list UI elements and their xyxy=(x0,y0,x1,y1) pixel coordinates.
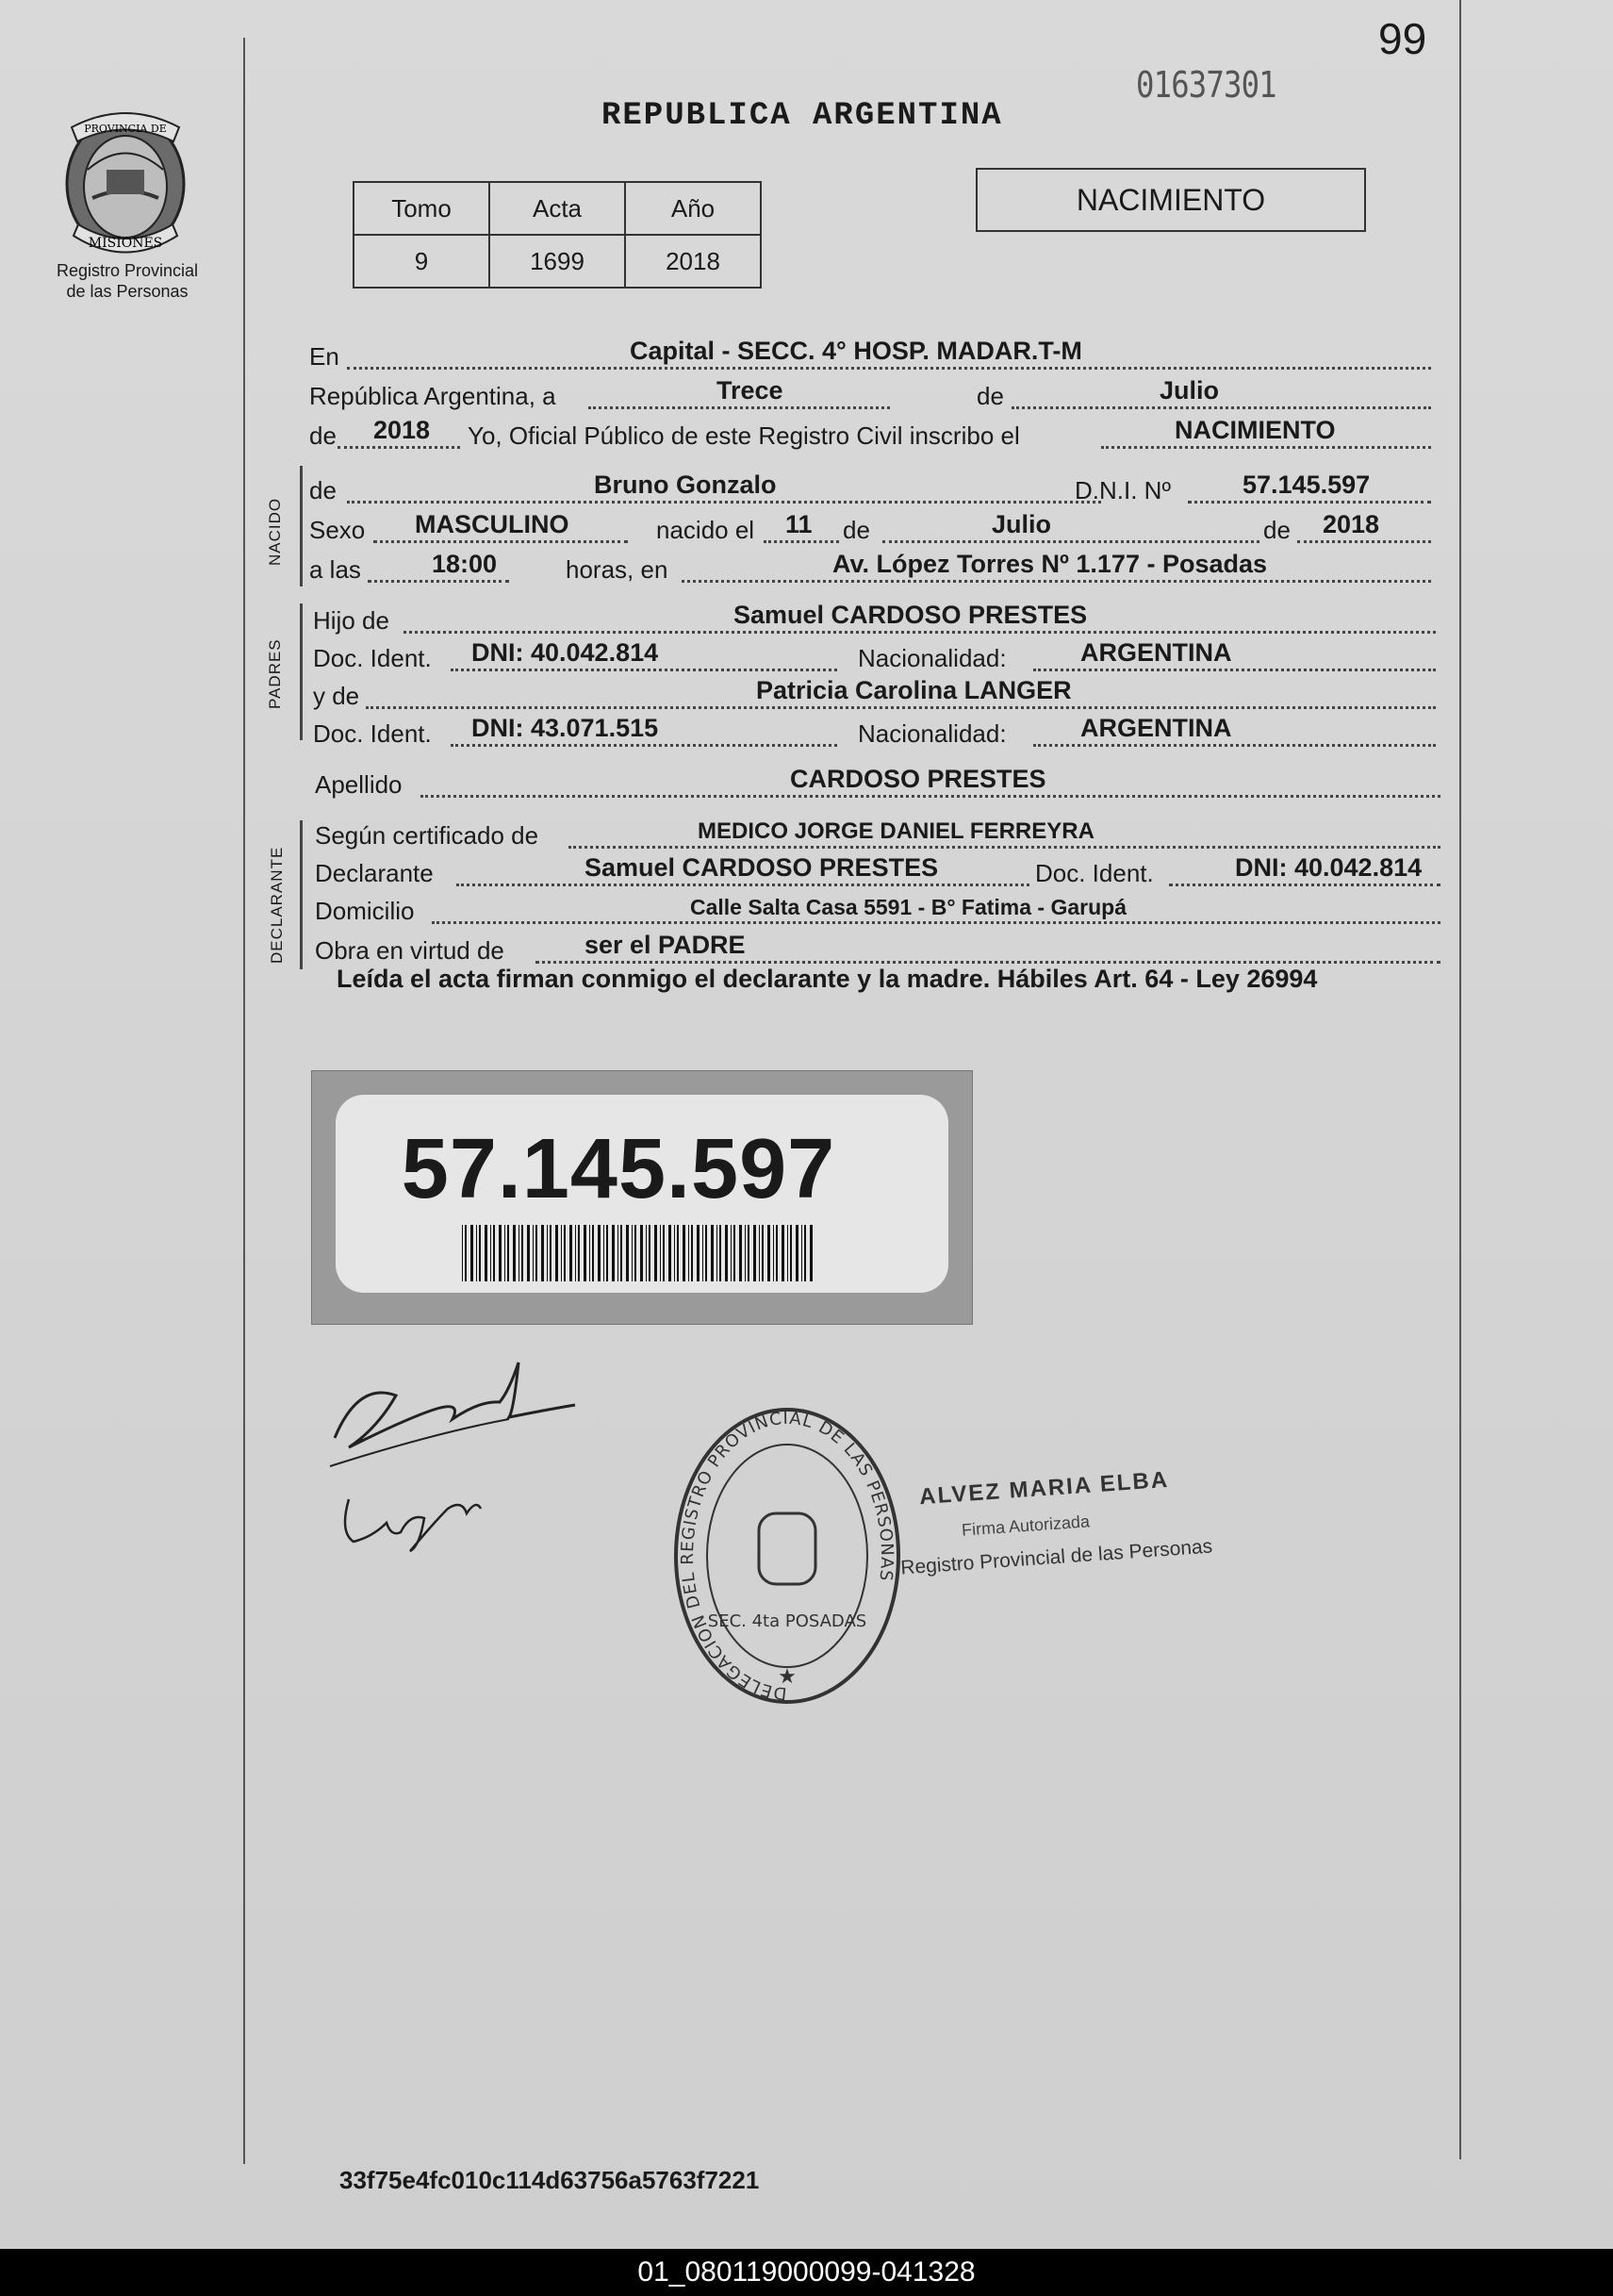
barcode-bar xyxy=(804,1225,806,1281)
nacionalidad-label: Nacionalidad: xyxy=(858,719,1007,748)
barcode-icon xyxy=(458,1225,816,1281)
barcode-bar xyxy=(575,1225,576,1281)
yo-text: Yo, Oficial Público de este Registro Civil inscribo el xyxy=(468,421,1020,450)
barcode-bar xyxy=(663,1225,665,1281)
birth-place-value: Av. López Torres Nº 1.177 - Posadas xyxy=(832,550,1268,578)
barcode-bar xyxy=(716,1225,717,1281)
barcode-bar xyxy=(733,1225,735,1281)
act-value: NACIMIENTO xyxy=(1175,416,1336,444)
barcode-bar xyxy=(490,1225,491,1281)
barcode-bar xyxy=(782,1225,784,1281)
nacido-bracket xyxy=(300,466,303,586)
serial-number: 01637301 xyxy=(1136,64,1276,106)
birth-year-value: 2018 xyxy=(1323,510,1380,538)
sexo-label: Sexo xyxy=(309,516,366,544)
star-icon: ★ xyxy=(778,1664,797,1688)
barcode-bar xyxy=(702,1225,703,1281)
padres-section-label: PADRES xyxy=(266,638,284,709)
dots xyxy=(1188,501,1431,504)
barcode-bar xyxy=(759,1225,760,1281)
barcode-bar xyxy=(683,1225,685,1281)
barcode-bar xyxy=(767,1225,770,1281)
barcode-bar xyxy=(569,1225,572,1281)
seal-inner-text: SEC. 4ta POSADAS xyxy=(707,1611,867,1631)
table-value-tomo: 9 xyxy=(354,235,489,288)
dni-sticker xyxy=(311,1070,973,1325)
document-hash: 33f75e4fc010c114d63756a5763f7221 xyxy=(339,2166,760,2194)
obra-label: Obra en virtud de xyxy=(315,936,504,965)
certificado-label: Según certificado de xyxy=(315,821,539,850)
officer-name: ALVEZ MARIA ELBA xyxy=(918,1466,1170,1511)
dots xyxy=(403,631,1436,634)
barcode-bar xyxy=(646,1225,647,1281)
page-number: 99 xyxy=(1378,14,1427,63)
dots xyxy=(1033,744,1436,747)
right-margin-line xyxy=(1459,0,1461,2159)
padres-bracket xyxy=(300,603,303,740)
barcode-bar xyxy=(705,1225,707,1281)
table-header-ano: Año xyxy=(625,182,761,235)
barcode-bar xyxy=(592,1225,594,1281)
dots xyxy=(451,744,837,747)
nacionalidad-label: Nacionalidad: xyxy=(858,644,1007,672)
father-nationality-value: ARGENTINA xyxy=(1080,638,1232,667)
dots xyxy=(347,501,1101,504)
barcode-bar xyxy=(513,1225,516,1281)
de-label: de xyxy=(977,382,1004,410)
doc-ident-label: Doc. Ident. xyxy=(313,644,432,672)
row-domicilio xyxy=(309,892,1440,930)
barcode-bar xyxy=(533,1225,534,1281)
dots xyxy=(368,580,509,583)
dni-sticker-label xyxy=(336,1095,948,1293)
barcode-bar xyxy=(521,1225,523,1281)
certificado-value: MEDICO JORGE DANIEL FERREYRA xyxy=(698,818,1095,844)
dots xyxy=(1169,884,1440,886)
barcode-bar xyxy=(485,1225,487,1281)
row-hijo-de xyxy=(309,602,1436,639)
dots xyxy=(347,367,1431,370)
row-nacido-name xyxy=(309,471,1431,509)
dots xyxy=(420,795,1440,798)
barcode-bar xyxy=(640,1225,643,1281)
de-label: de xyxy=(309,476,337,504)
declarante-doc-value: DNI: 40.042.814 xyxy=(1235,853,1423,882)
dots xyxy=(456,884,1029,886)
year-value: 2018 xyxy=(373,416,431,444)
tomo-acta-ano-table xyxy=(353,181,762,289)
barcode-bar xyxy=(504,1225,505,1281)
nacido-section-label: NACIDO xyxy=(266,497,284,566)
barcode-bar xyxy=(677,1225,679,1281)
row-year xyxy=(309,417,1431,454)
place-value: Capital - SECC. 4° HOSP. MADAR.T-M xyxy=(630,337,1082,365)
barcode-bar xyxy=(462,1225,463,1281)
officer-organization: Registro Provincial de las Personas xyxy=(899,1535,1213,1579)
barcode-bar xyxy=(634,1225,636,1281)
registry-label xyxy=(28,260,226,302)
barcode-bar xyxy=(578,1225,580,1281)
record-type-box: NACIMIENTO xyxy=(976,168,1366,232)
barcode-bar xyxy=(550,1225,551,1281)
barcode-bar xyxy=(654,1225,657,1281)
child-name-value: Bruno Gonzalo xyxy=(594,471,777,499)
row-certificado xyxy=(309,817,1440,854)
child-dni-value: 57.145.597 xyxy=(1243,471,1371,499)
birth-month-value: Julio xyxy=(992,510,1052,538)
dots xyxy=(1297,540,1431,543)
registry-label-line2: de las Personas xyxy=(66,282,189,301)
barcode-bar xyxy=(499,1225,502,1281)
republica-label: República Argentina, a xyxy=(309,382,556,410)
dots xyxy=(568,846,1440,849)
barcode-bar xyxy=(719,1225,721,1281)
barcode-bar xyxy=(612,1225,615,1281)
barcode-bar xyxy=(787,1225,788,1281)
barcode-bar xyxy=(688,1225,689,1281)
domicilio-value: Calle Salta Casa 5591 - B° Fatima - Garupá xyxy=(690,895,1127,919)
day-value: Trece xyxy=(716,376,783,405)
barcode-bar xyxy=(507,1225,509,1281)
mother-nationality-value: ARGENTINA xyxy=(1080,714,1232,742)
barcode-bar xyxy=(711,1225,714,1281)
table-value-ano: 2018 xyxy=(625,235,761,288)
officer-role: Firma Autorizada xyxy=(961,1511,1091,1540)
row-a-las xyxy=(309,551,1431,588)
birth-day-value: 11 xyxy=(785,510,813,538)
de2-label: de xyxy=(309,421,337,450)
y-de-label: y de xyxy=(313,682,360,710)
barcode-bar xyxy=(564,1225,566,1281)
month-value: Julio xyxy=(1160,376,1220,405)
barcode-bar xyxy=(753,1225,756,1281)
barcode-bar xyxy=(465,1225,467,1281)
dots xyxy=(1012,406,1431,409)
dots xyxy=(451,669,837,671)
official-seal-stamp xyxy=(669,1400,905,1711)
barcode-bar xyxy=(745,1225,746,1281)
en-label: En xyxy=(309,342,339,371)
barcode-bar xyxy=(660,1225,661,1281)
time-value: 18:00 xyxy=(432,550,498,578)
row-en xyxy=(309,338,1431,375)
table-value-acta: 1699 xyxy=(489,235,625,288)
barcode-bar xyxy=(584,1225,586,1281)
barcode-bar xyxy=(790,1225,792,1281)
registry-label-line1: Registro Provincial xyxy=(56,261,199,280)
barcode-bar xyxy=(603,1225,604,1281)
barcode-bar xyxy=(762,1225,764,1281)
barcode-bar xyxy=(731,1225,732,1281)
dots xyxy=(882,540,1259,543)
obra-value: ser el PADRE xyxy=(584,931,746,959)
barcode-bar xyxy=(598,1225,601,1281)
father-doc-value: DNI: 40.042.814 xyxy=(471,638,659,667)
document-title: REPUBLICA ARGENTINA xyxy=(601,98,1003,134)
mother-name-value: Patricia Carolina LANGER xyxy=(756,676,1072,704)
de-label: de xyxy=(843,516,870,544)
declarante-bracket xyxy=(300,820,303,969)
dots xyxy=(682,580,1431,583)
dots xyxy=(337,446,460,449)
crest-bottom-text: MISIONES xyxy=(88,236,163,251)
barcode-bar xyxy=(725,1225,728,1281)
row-declarante xyxy=(309,854,1440,892)
row-father-doc xyxy=(309,639,1436,677)
barcode-bar xyxy=(555,1225,558,1281)
doc-ident-label: Doc. Ident. xyxy=(313,719,432,748)
hijo-de-label: Hijo de xyxy=(313,606,389,635)
barcode-bar xyxy=(561,1225,562,1281)
barcode-bar xyxy=(479,1225,481,1281)
barcode-bar xyxy=(697,1225,700,1281)
barcode-bar xyxy=(493,1225,495,1281)
barcode-bar xyxy=(606,1225,608,1281)
nacido-el-label: nacido el xyxy=(656,516,755,544)
declarante-name-value: Samuel CARDOSO PRESTES xyxy=(584,853,939,882)
barcode-bar xyxy=(748,1225,749,1281)
barcode-bar xyxy=(773,1225,774,1281)
barcode-bar xyxy=(668,1225,671,1281)
left-margin-line xyxy=(243,38,245,2164)
dni-sticker-number: 57.145.597 xyxy=(401,1122,836,1216)
barcode-bar xyxy=(632,1225,633,1281)
dots xyxy=(1101,446,1431,449)
handwritten-signatures xyxy=(321,1344,603,1570)
row-republica xyxy=(309,377,1431,415)
seal-ring-text: DELEGACION DEL REGISTRO PROVINCIAL DE LAS PERSONAS xyxy=(677,1408,897,1704)
barcode-bar xyxy=(617,1225,618,1281)
father-name-value: Samuel CARDOSO PRESTES xyxy=(733,601,1088,629)
a-las-label: a las xyxy=(309,555,361,584)
barcode-bar xyxy=(620,1225,622,1281)
dots xyxy=(764,540,839,543)
barcode-bar xyxy=(518,1225,519,1281)
row-apellido xyxy=(309,766,1440,803)
barcode-bar xyxy=(589,1225,590,1281)
barcode-bar xyxy=(541,1225,544,1281)
closing-statement: Leída el acta firman conmigo el declarante y la madre. Hábiles Art. 64 - Ley 26994 xyxy=(337,965,1318,993)
barcode-bar xyxy=(810,1225,813,1281)
dots xyxy=(366,706,1436,709)
sexo-value: MASCULINO xyxy=(415,510,569,538)
apellido-value: CARDOSO PRESTES xyxy=(790,765,1046,793)
file-name-footer: 01_080119000099-041328 xyxy=(0,2249,1613,2296)
misiones-crest-logo xyxy=(55,104,196,264)
barcode-bar xyxy=(527,1225,530,1281)
doc-ident-label: Doc. Ident. xyxy=(1035,859,1154,887)
crest-top-text: PROVINCIA DE xyxy=(84,123,167,135)
row-sexo xyxy=(309,511,1431,549)
domicilio-label: Domicilio xyxy=(315,897,415,925)
dni-label: D.N.I. Nº xyxy=(1075,476,1171,504)
declarante-label: Declarante xyxy=(315,859,434,887)
barcode-bar xyxy=(535,1225,537,1281)
table-header-tomo: Tomo xyxy=(354,182,489,235)
barcode-bar xyxy=(796,1225,798,1281)
barcode-bar xyxy=(776,1225,778,1281)
dots xyxy=(588,406,890,409)
barcode-bar xyxy=(476,1225,477,1281)
barcode-bar xyxy=(691,1225,693,1281)
dots xyxy=(1033,669,1436,671)
apellido-label: Apellido xyxy=(315,770,403,799)
dots xyxy=(373,540,628,543)
table-header-acta: Acta xyxy=(489,182,625,235)
declarante-section-label: DECLARANTE xyxy=(268,846,286,964)
row-mother-doc xyxy=(309,715,1436,752)
dots xyxy=(432,921,1440,924)
barcode-bar xyxy=(649,1225,650,1281)
barcode-bar xyxy=(674,1225,675,1281)
row-y-de xyxy=(309,677,1436,715)
de-label: de xyxy=(1263,516,1291,544)
horas-en-label: horas, en xyxy=(566,555,668,584)
barcode-bar xyxy=(739,1225,742,1281)
mother-doc-value: DNI: 43.071.515 xyxy=(471,714,659,742)
barcode-bar xyxy=(470,1225,473,1281)
barcode-bar xyxy=(626,1225,629,1281)
barcode-bar xyxy=(801,1225,802,1281)
barcode-bar xyxy=(547,1225,548,1281)
